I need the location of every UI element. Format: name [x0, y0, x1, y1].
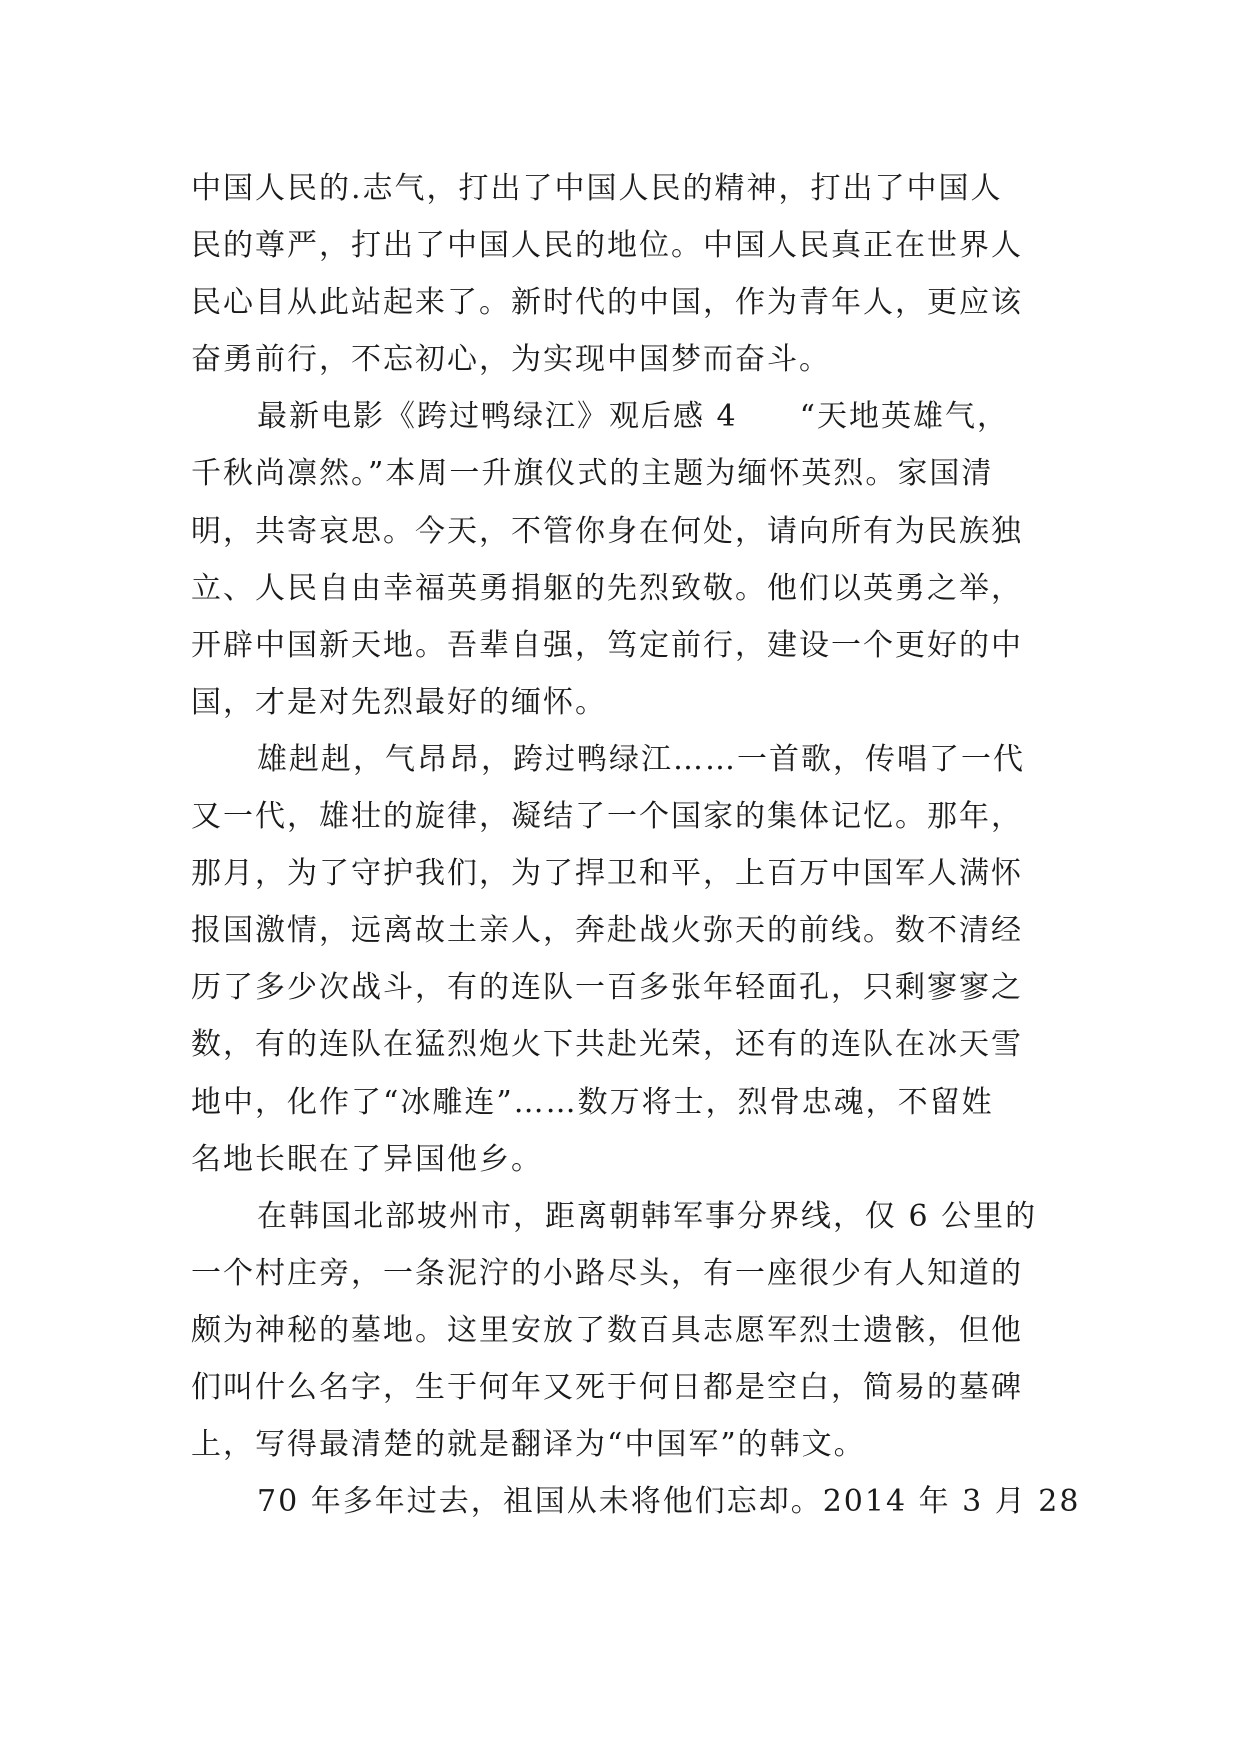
text-line: 民心目从此站起来了。新时代的中国，作为青年人，更应该: [191, 285, 1023, 321]
text-line: 千秋尚凛然。”本周一升旗仪式的主题为缅怀英烈。家国清: [191, 456, 994, 492]
text-line: 在韩国北部坡州市，距离朝韩军事分界线，仅 6 公里的: [257, 1198, 1038, 1234]
body-text: [191, 160, 1081, 1530]
text-line: 报国激情，远离故土亲人，奔赴战火弥天的前线。数不清经: [191, 913, 1023, 949]
text-line: 国，才是对先烈最好的缅怀。: [191, 684, 607, 720]
text-line: 立、人民自由幸福英勇捐躯的先烈致敬。他们以英勇之举，: [191, 570, 1023, 606]
text-line: 中国人民的.志气，打出了中国人民的精神，打出了中国人: [191, 171, 1003, 206]
text-line: 雄赳赳，气昂昂，跨过鸭绿江……一首歌，传唱了一代: [257, 741, 1025, 777]
text-line: 民的尊严，打出了中国人民的地位。中国人民真正在世界人: [191, 228, 1023, 264]
text-line: 一个村庄旁，一条泥泞的小路尽头，有一座很少有人知道的: [191, 1255, 1023, 1291]
text-line: 明，共寄哀思。今天，不管你身在何处，请向所有为民族独: [191, 513, 1023, 549]
section-heading-line: [191, 388, 1051, 445]
text-line: “天地英雄气，: [799, 399, 1009, 435]
text-line: 名地长眠在了异国他乡。: [191, 1141, 543, 1177]
text-line: 开辟中国新天地。吾辈自强，笃定前行，建设一个更好的中: [191, 627, 1023, 663]
text-line: 又一代，雄壮的旋律，凝结了一个国家的集体记忆。那年，: [191, 799, 1023, 835]
text-line: 70 年多年过去，祖国从未将他们忘却。2014 年 3 月 28: [257, 1484, 1081, 1520]
text-line: 们叫什么名字，生于何年又死于何日都是空白，简易的墓碑: [191, 1369, 1023, 1405]
text-line: 上，写得最清楚的就是翻译为“中国军”的韩文。: [191, 1427, 866, 1463]
text-line: 颇为神秘的墓地。这里安放了数百具志愿军烈士遗骸，但他: [191, 1312, 1023, 1348]
text-line: 历了多少次战斗，有的连队一百多张年轻面孔，只剩寥寥之: [191, 970, 1023, 1006]
text-line: 数，有的连队在猛烈炮火下共赴光荣，还有的连队在冰天雪: [191, 1027, 1023, 1063]
section-heading: 最新电影《跨过鸭绿江》观后感 4: [257, 399, 738, 435]
text-line: 奋勇前行，不忘初心，为实现中国梦而奋斗。: [191, 342, 831, 378]
text-line: 地中，化作了“冰雕连”……数万将士，烈骨忠魂，不留姓: [191, 1084, 994, 1120]
text-line: 那月，为了守护我们，为了捍卫和平，上百万中国军人满怀: [191, 856, 1023, 892]
